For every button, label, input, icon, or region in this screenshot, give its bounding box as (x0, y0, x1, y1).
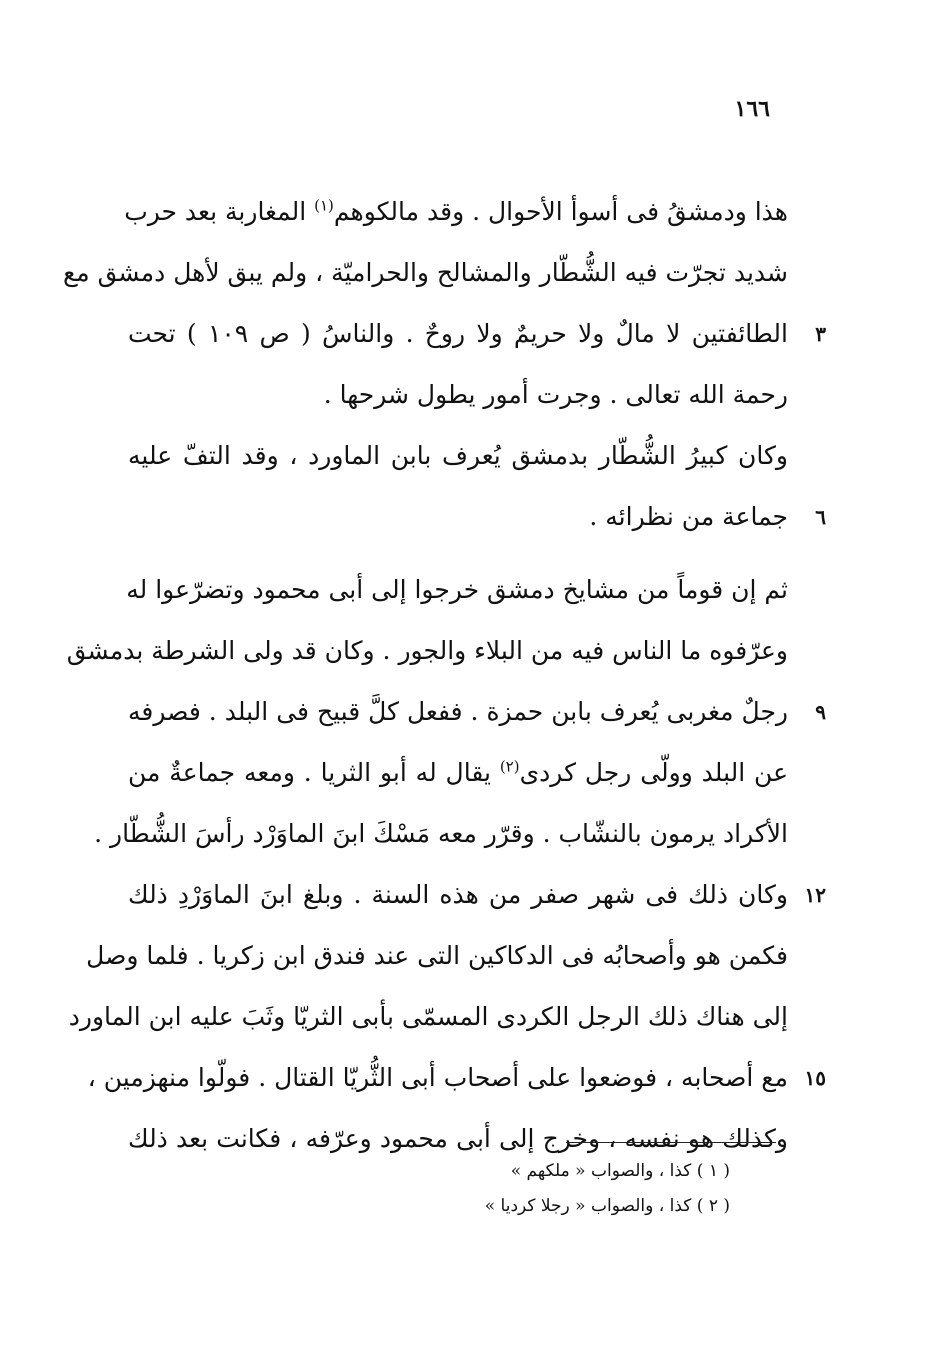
footnote: ( ١ ) كذا ، والصواب « ملكهم » (510, 1161, 730, 1181)
text-line (128, 869, 826, 930)
line-number: ١٥ (804, 1066, 826, 1090)
line-number: ٦ (815, 505, 826, 529)
line-text: إلى هناك ذلك الرجل الكردى المسمّى بأبى الثريّا وثَبَ عليه ابن الماورد (68, 1002, 788, 1031)
text-line (128, 369, 788, 430)
line-text: مع أصحابه ، فوضعوا على أصحاب أبى الثُّريّا القتال . فولّوا منهزمين ، (87, 1063, 788, 1092)
text-line (66, 625, 788, 686)
line-text: جماعة من نظرائه . (589, 502, 788, 531)
line-text: فكمن هو وأصحابُه فى الدكاكين التى عند فندق ابن زكريا . فلما وصل (86, 941, 788, 970)
text-line (128, 308, 826, 369)
text-line (128, 747, 788, 808)
text-line (128, 430, 788, 491)
line-number: ٩ (815, 700, 826, 724)
text-line (128, 564, 788, 625)
text-line (87, 1052, 826, 1113)
line-text: وكان ذلك فى شهر صفر من هذه السنة . وبلغ ابنَ الماوَرْدِ ذلك (128, 880, 788, 909)
text-line (86, 930, 788, 991)
footnote-reference: (٢) (499, 757, 520, 776)
line-text: وكذلك هو نفسه ، وخرج إلى أبى محمود وعرّفه ، فكانت بعد ذلك (128, 1124, 788, 1153)
text-line (128, 686, 826, 747)
line-text: الطائفتين لا مالٌ ولا حريمٌ ولا روحٌ . والناسُ ( ص ١٠٩ ) تحت (128, 319, 788, 348)
text-line (124, 186, 788, 247)
line-number: ٣ (815, 322, 826, 346)
text-line (94, 808, 788, 869)
page-number: ١٦٦ (734, 96, 770, 122)
line-text: هذا ودمشقُ فى أسوأ الأحوال . وقد مالكوهم (333, 197, 788, 226)
line-text: وعرّفوه ما الناس فيه من البلاء والجور . وكان قد ولى الشرطة بدمشق (66, 636, 788, 665)
footnote: ( ٢ ) كذا ، والصواب « رجلا كرديا » (484, 1196, 730, 1216)
text-line (68, 991, 788, 1052)
line-text: المغاربة بعد حرب (124, 197, 315, 226)
main-text (62, 186, 826, 1174)
line-number: ١٢ (804, 883, 826, 907)
line-text: وكان كبيرُ الشُّطّار بدمشق يُعرف بابن الماورد ، وقد التفّ عليه (128, 441, 788, 470)
line-text: عن البلد وولّى رجل كردى (519, 758, 788, 787)
text-line (62, 247, 788, 308)
footnote-divider (566, 1142, 776, 1143)
line-text: رجلٌ مغربى يُعرف بابن حمزة . ففعل كلَّ قبيح فى البلد . فصرفه (128, 697, 788, 726)
footnote-reference: (١) (314, 196, 334, 215)
text-line (128, 491, 826, 552)
footnotes (380, 1154, 730, 1224)
line-text: يقال له أبو الثريا . ومعه جماعةٌ من (128, 758, 500, 787)
line-text: شديد تجرّت فيه الشُّطّار والمشالح والحراميّة ، ولم يبق لأهل دمشق مع (62, 258, 788, 287)
line-text: ثم إن قوماً من مشايخ دمشق خرجوا إلى أبى محمود وتضرّعوا له (126, 575, 788, 604)
line-text: رحمة الله تعالى . وجرت أمور يطول شرحها . (323, 380, 788, 409)
line-text: الأكراد يرمون بالنشّاب . وقرّر معه مَسْكَ ابنَ الماوَرْد رأسَ الشُّطّار . (94, 819, 788, 848)
